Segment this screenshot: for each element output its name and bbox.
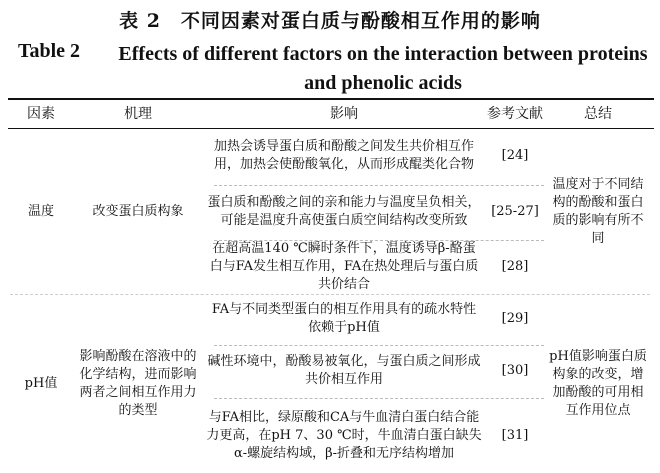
row-temperature-effect-3: 在超高温140 ℃瞬时条件下，温度诱导β-酪蛋白与FA发生相互作用，FA在热处理后与蛋白质共价结合	[209, 241, 479, 292]
row-ph-effect-1: FA与不同类型蛋白的相互作用具有的疏水特性依赖于pH值	[211, 302, 477, 335]
row-ph-effect-2: 碱性环境中，酚酸易被氧化，与蛋白质之间形成共价相互作用	[207, 354, 481, 387]
table-header-rule	[8, 128, 654, 129]
table-top-rule	[8, 98, 654, 100]
column-header-summary: 总结	[584, 106, 612, 122]
row-divider	[214, 185, 544, 186]
row-divider	[214, 398, 544, 399]
column-header-references: 参考文献	[487, 106, 543, 122]
row-ph-summary: pH值影响蛋白质构象的改变，增加酚酸的可用相互作用位点	[549, 349, 647, 418]
row-temperature-ref-3: [28]	[501, 259, 529, 274]
row-temperature-effect-1: 加热会诱导蛋白质和酚酸之间发生共价相互作用，加热会使酚酸氧化，从而形成醌类化合物	[213, 139, 474, 172]
row-temperature-factor: 温度	[27, 204, 54, 219]
column-header-factor: 因素	[27, 106, 55, 122]
row-ph-effect-3: 与FA相比，绿原酸和CA与牛血清白蛋白结合能力更高，在pH 7、30 ℃时，牛血清白蛋白缺失α-螺旋结构域，β-折叠和无序结构增加	[206, 410, 482, 461]
column-header-effect: 影响	[330, 106, 358, 122]
row-group-divider	[10, 294, 650, 295]
row-temperature-mechanism: 改变蛋白质构象	[92, 204, 184, 219]
row-ph-ref-1: [29]	[501, 311, 529, 326]
row-temperature-ref-1: [24]	[501, 148, 529, 163]
row-ph-factor: pH值	[24, 376, 58, 391]
row-temperature-effect-2: 蛋白质和酚酸之间的亲和能力与温度呈负相关，可能是温度升高使蛋白质空间结构改变所致	[207, 195, 481, 228]
row-ph-ref-3: [31]	[501, 428, 529, 443]
row-temperature-ref-2: [25-27]	[491, 204, 539, 219]
table-label-english: Table 2	[18, 40, 81, 62]
table-caption-english: Effects of different factors on the interaction between proteins and phenolic acids	[118, 43, 648, 94]
table-caption-chinese: 表 2 不同因素对蛋白质与酚酸相互作用的影响	[119, 10, 541, 32]
row-ph-ref-2: [30]	[501, 363, 529, 378]
row-ph-mechanism: 影响酚酸在溶液中的化学结构，进而影响两者之间相互作用力的类型	[79, 349, 197, 418]
row-temperature-summary: 温度对于不同结构的酚酸和蛋白质的影响有所不同	[552, 177, 644, 246]
column-header-mechanism: 机理	[124, 106, 152, 122]
row-divider	[214, 345, 544, 346]
